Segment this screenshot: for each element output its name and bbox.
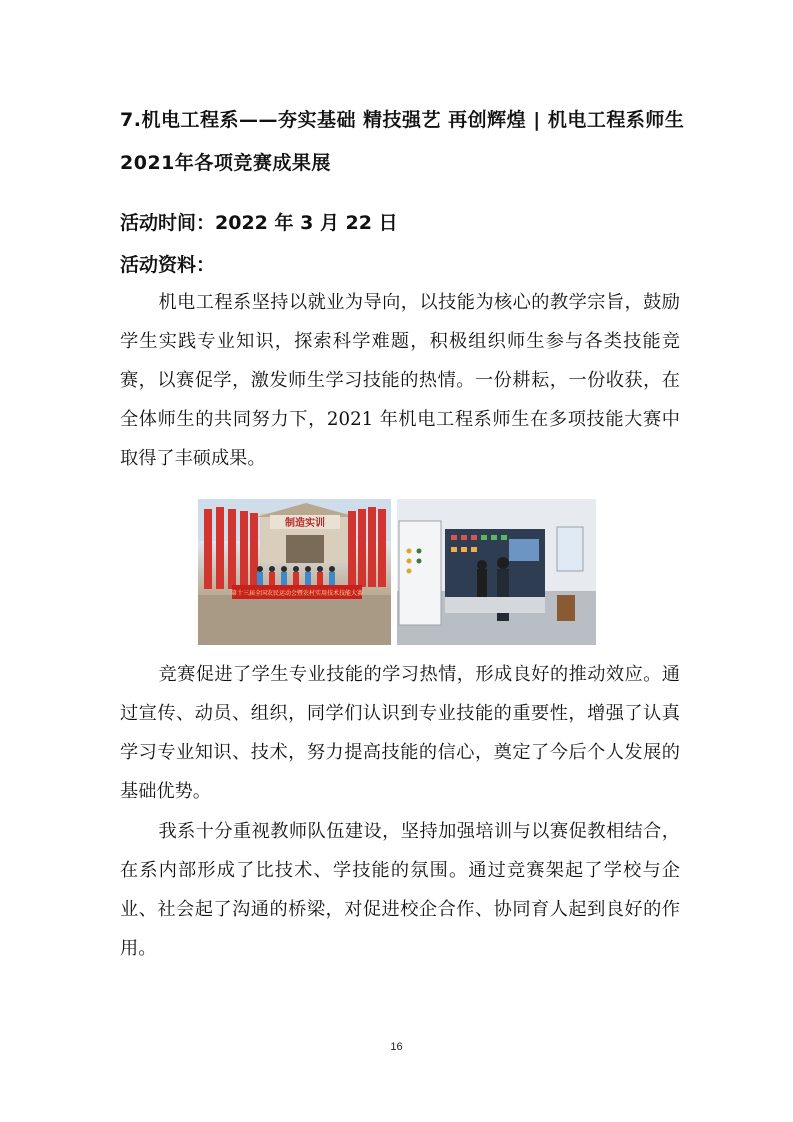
page-number: 16 (390, 1041, 403, 1053)
heading-line-2: 2021年各项竞赛成果展 (120, 152, 331, 174)
photo-training-room-illustration (397, 499, 596, 645)
paragraph-intro-text: 机电工程系坚持以就业为导向，以技能为核心的教学宗旨，鼓励学生实践专业知识，探索科学难题，积极组织师生参与各类技能竞赛，以赛促学，激发师生学习技能的热情。一份耕耘，一份收获，在全体师生的共同努力下，2021 年机电工程系师生在多项技能大赛中取得了丰硕成果。 (120, 292, 680, 469)
paragraph-effect-text: 竞赛促进了学生专业技能的学习热情，形成良好的推动效应。通过宣传、动员、组织，同学们认识到专业技能的重要性，增强了认真学习专业知识、技术，努力提高技能的信心，奠定了今后个人发展的基础优势。 (120, 664, 680, 802)
photo-strip (198, 499, 596, 645)
photo-competition-team-illustration (198, 499, 391, 645)
activity-materials-label: 活动资料： (120, 254, 216, 276)
paragraph-teachers (120, 812, 680, 968)
paragraph-effect (120, 655, 680, 811)
building-sign: 制造实训 (285, 518, 325, 529)
photo-competition-team (198, 499, 391, 645)
banner-text: 第十三届全国农民运动会暨农村实用技术技能大赛 (230, 590, 364, 597)
photo-training-room (397, 499, 596, 645)
activity-time: 活动时间：2022 年 3 月 22 日 (120, 212, 398, 234)
paragraph-intro (120, 283, 680, 478)
heading-line-1: 7.机电工程系——夯实基础 精技强艺 再创辉煌 | 机电工程系师生 (120, 109, 685, 131)
paragraph-teachers-text: 我系十分重视教师队伍建设，坚持加强培训与以赛促教相结合，在系内部形成了比技术、学技能的氛围。通过竞赛架起了学校与企业、社会起了沟通的桥梁，对促进校企合作、协同育人起到良好的作用。 (120, 821, 680, 959)
